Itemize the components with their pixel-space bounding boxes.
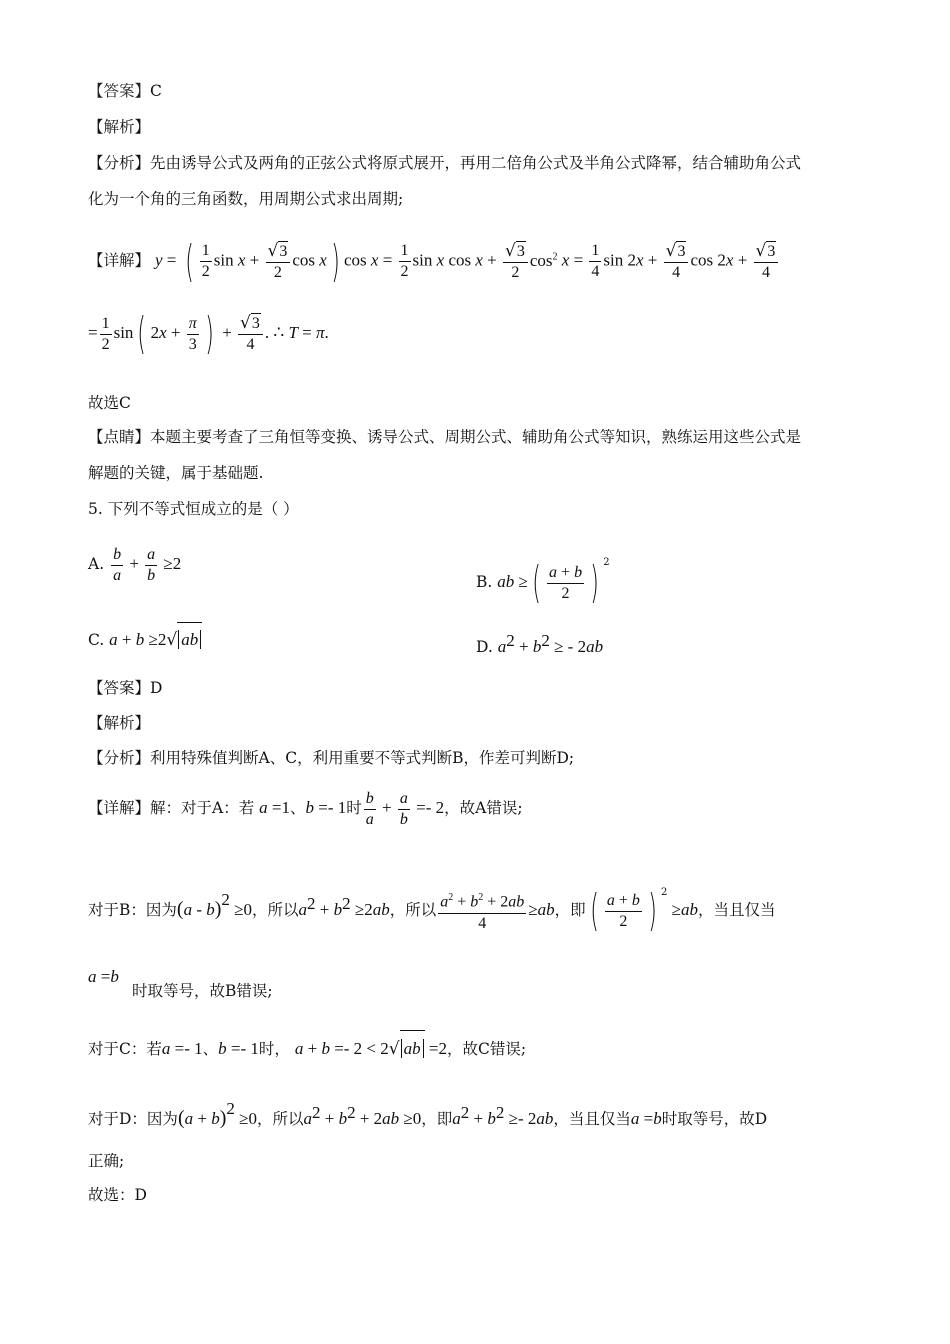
final-line xyxy=(88,1184,147,1206)
option-a-label: A. xyxy=(88,555,105,573)
comment-text: 本题主要考查了三角恒等变换、诱导公式、周期公式、辅助角公式等知识，熟练运用这些公式是 xyxy=(150,428,802,446)
detail-b-3 xyxy=(88,980,273,1002)
comment-text-2: 解题的关键，属于基础题. xyxy=(88,464,264,482)
detail-b-so2: ，所以 xyxy=(389,901,437,919)
answer-line-1 xyxy=(88,80,162,102)
detail-d-so: ，所以 xyxy=(256,1110,304,1128)
option-c: C. a + b ≥2√ ab xyxy=(88,622,202,657)
question-stem xyxy=(88,498,299,520)
detail-b-ie: ，即 xyxy=(554,901,586,919)
detail-tag-2: 【详解】 xyxy=(88,799,151,817)
option-d-label: D. xyxy=(476,638,493,657)
answer-tag: 【答案】 xyxy=(88,82,151,100)
detail-formula-2: = $\frac{1}{2}$ sin( 2x + $\frac{\pi}{3}$ ) + $\frac{√3}{4}$ . ∴ T = π. xyxy=(88,308,329,359)
fenxi-text-2: 化为一个角的三角函数，用周期公式求出周期; xyxy=(88,190,404,208)
answer-value: C xyxy=(150,82,162,100)
comment-line-1 xyxy=(88,426,801,448)
detail-c-sep: 、 xyxy=(202,1040,219,1058)
detail-c-end: ，故C错误; xyxy=(446,1040,527,1058)
detail-d: 对于D：因为$(a + b)^2 \ge 0$，所以$a^2 + b^2 + 2ab \ge 0$，即$a^2 + b^2 \ge- 2ab$，当且仅当a =b时取等号，故D xyxy=(88,1099,768,1129)
conclusion-text: 故选C xyxy=(88,394,131,412)
detail-b-end: 时取等号，故B错误; xyxy=(132,982,273,1000)
fenxi-text-b: 利用特殊值判断A、C，利用重要不等式判断B，作差可判断D; xyxy=(150,749,575,767)
option-b: B. ab ≥( $\frac{a + b}{2}$ ) $^2$ xyxy=(476,557,610,608)
answer-line-2 xyxy=(88,677,162,699)
answer-tag-2: 【答案】 xyxy=(88,679,151,697)
option-a: A. $\frac{b}{a}$ + $\frac{a}{b}$ ≥2 xyxy=(88,545,182,584)
detail-b-prefix: 对于B：因为 xyxy=(88,901,177,919)
final-text: 故选：D xyxy=(88,1186,147,1204)
question-stem-text: 5. 下列不等式恒成立的是（ ） xyxy=(88,500,299,518)
option-d: D. $a^2 + b^2$ ≥ - 2ab xyxy=(476,631,604,657)
analysis-label: 【解析】 xyxy=(88,118,151,136)
detail-b-2: a =b xyxy=(88,967,119,986)
detail-c-prefix: 对于C：若 xyxy=(88,1040,162,1058)
conclusion-1 xyxy=(88,392,131,414)
detail-d-only: ，当且仅当 xyxy=(553,1110,631,1128)
fenxi-line-b xyxy=(88,747,574,769)
fenxi-line-2 xyxy=(88,188,403,210)
detail-a-suffix: ，故A错误; xyxy=(444,799,523,817)
analysis-label-2: 【解析】 xyxy=(88,714,151,732)
analysis-tag-1 xyxy=(88,116,150,138)
detail-a-sep: 、 xyxy=(290,799,306,817)
fenxi-tag-2: 【分析】 xyxy=(88,749,151,767)
detail-a-prefix: 解：对于A：若 xyxy=(150,799,255,817)
detail-formula-1: 【详解】 y = ( $\frac{1}{2}$ sin x + $\frac{√3}{2}$ cos x) cos x = $\frac{1}{2}$ sin x cos x + $\frac{√3}{2}$ $\cos^2 x$ = $\frac{1}{4}$ sin 2x + $\frac{√3}{4}$ cos 2x + $\frac{√3}{4}$ xyxy=(88,232,780,288)
detail-tag: 【详解】 xyxy=(88,251,151,270)
option-b-label: B. xyxy=(476,573,493,591)
detail-b-only: ，当且仅当 xyxy=(698,901,776,919)
detail-d-ie: ，即 xyxy=(421,1110,453,1128)
fenxi-tag: 【分析】 xyxy=(88,154,151,172)
detail-d-end2: 正确; xyxy=(88,1152,125,1170)
comment-tag: 【点睛】 xyxy=(88,428,151,446)
detail-c-when: 时， xyxy=(258,1040,290,1058)
comment-line-2 xyxy=(88,462,263,484)
detail-d-end: 时取等号，故D xyxy=(661,1110,768,1128)
answer-value-2: D xyxy=(150,679,163,697)
detail-c: 对于C：若a =- 1、b =- 1时， a + b =- 2 < 2√ ab =2，故C错误; xyxy=(88,1030,526,1067)
analysis-tag-2 xyxy=(88,712,150,734)
detail-d-prefix: 对于D：因为 xyxy=(88,1110,178,1128)
detail-b-so1: ，所以 xyxy=(252,901,299,919)
fenxi-line-1 xyxy=(88,152,801,174)
fenxi-text: 先由诱导公式及两角的正弦公式将原式展开，再用二倍角公式及半角公式降幂，结合辅助角公式 xyxy=(150,154,802,172)
detail-a-when: 时 xyxy=(346,799,362,817)
detail-b: 对于B：因为(a - b)$^2$ ≥0，所以$a^2 + b^2 \ge 2ab$，所以 $\frac{a^2 + b^2 + 2ab}{4}$ ≥ab，即( $\frac{a + b}{2}$ ) $^2$ ≥ab，当且仅当 xyxy=(88,885,776,936)
option-c-label: C. xyxy=(88,631,105,649)
detail-a: 【详解】解：对于A：若 a =1、b =- 1时 $\frac{b}{a}$ + $\frac{a}{b}$ =- 2，故A错误; xyxy=(88,789,523,828)
detail-d-2 xyxy=(88,1150,124,1172)
